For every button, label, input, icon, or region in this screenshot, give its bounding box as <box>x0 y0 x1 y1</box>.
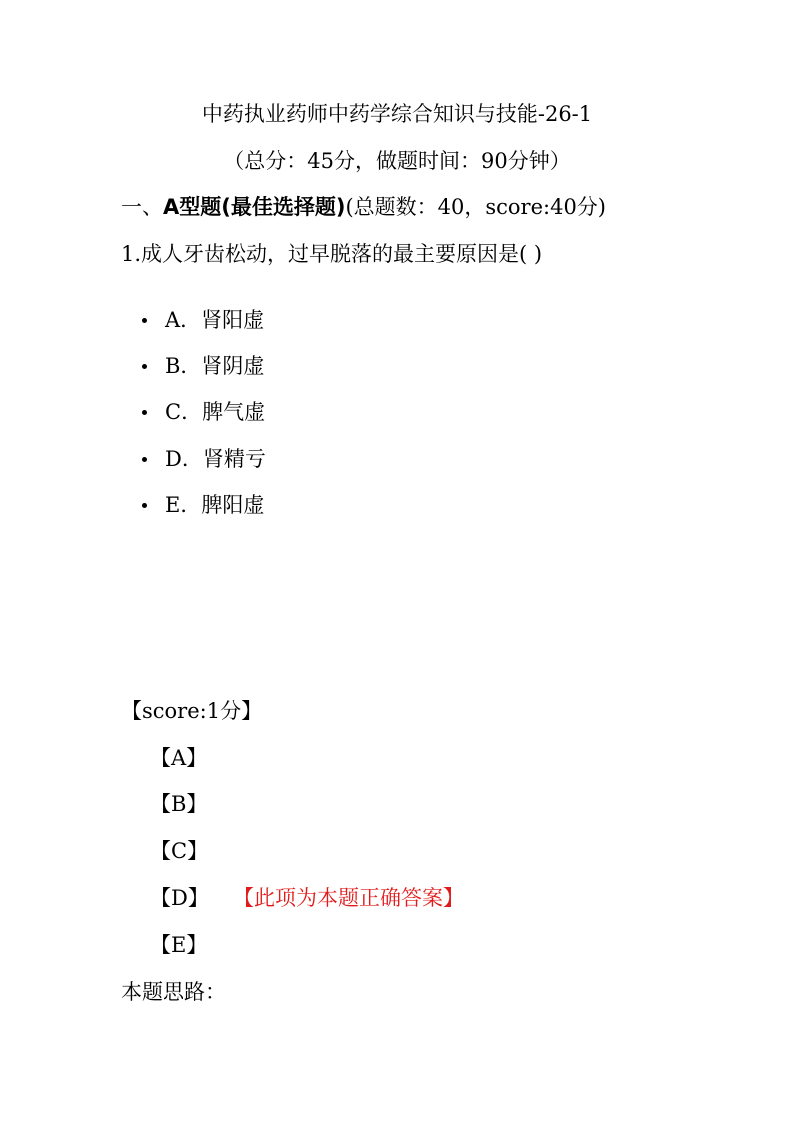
answer-d: 【D】 <box>150 886 209 910</box>
score-label: 【score:1分】 <box>121 699 263 723</box>
option-c <box>142 398 265 426</box>
option-label: E．脾阳虚 <box>165 493 265 517</box>
section-meta: (总题数：40，score:40分) <box>345 195 607 219</box>
exam-info: （总分：45分，做题时间：90分钟） <box>223 149 571 173</box>
bullet-icon <box>142 410 147 415</box>
bullet-icon <box>142 503 147 508</box>
answer-b: 【B】 <box>150 792 208 816</box>
section-prefix: 一、 <box>121 195 163 219</box>
answer-a: 【A】 <box>150 746 208 770</box>
option-b <box>142 352 264 380</box>
option-label: A．肾阳虚 <box>165 308 265 332</box>
option-label: C．脾气虚 <box>165 400 266 424</box>
option-e <box>142 491 264 519</box>
option-label: D．肾精亏 <box>165 447 266 471</box>
bullet-icon <box>142 457 147 462</box>
answer-c: 【C】 <box>150 839 209 863</box>
option-a <box>142 306 264 334</box>
option-label: B．肾阴虚 <box>165 354 265 378</box>
section-heading <box>121 193 606 221</box>
page-title: 中药执业药师中药学综合知识与技能-26-1 <box>201 102 593 126</box>
bullet-icon <box>142 364 147 369</box>
option-d <box>142 445 266 473</box>
question-text: 1.成人牙齿松动，过早脱落的最主要原因是( ) <box>121 242 543 266</box>
answer-e: 【E】 <box>150 933 208 957</box>
explanation-label: 本题思路： <box>121 980 226 1004</box>
section-type: A型题(最佳选择题) <box>163 195 346 219</box>
bullet-icon <box>142 318 147 323</box>
correct-answer-note: 【此项为本题正确答案】 <box>233 886 464 910</box>
